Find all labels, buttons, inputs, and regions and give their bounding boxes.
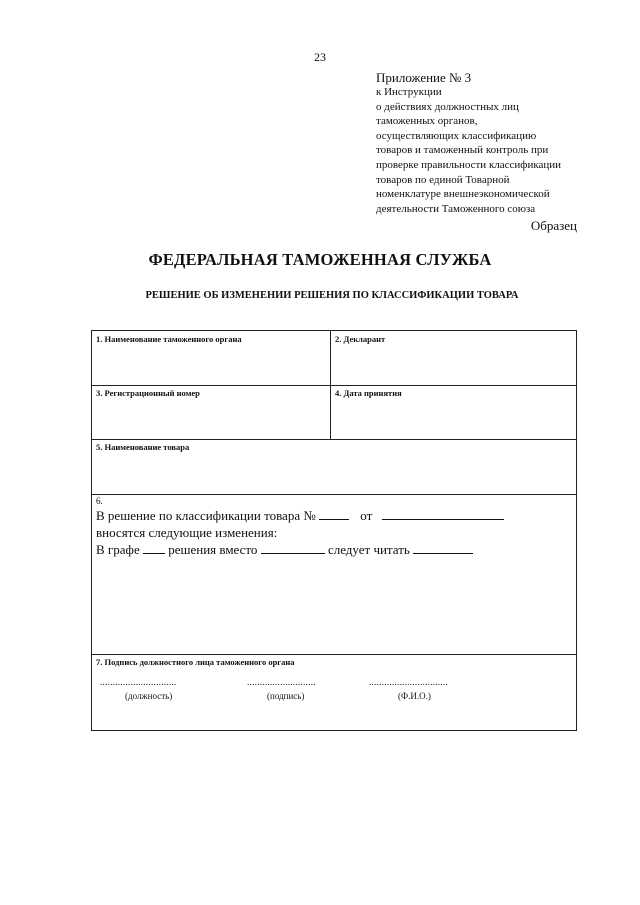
field-acceptance-date: 4. Дата принятия (335, 388, 402, 398)
form-column-divider (330, 331, 331, 439)
decision-number-text: В решение по классификации товара № (96, 508, 316, 523)
name-dots: ............................... (369, 677, 449, 687)
decision-title: РЕШЕНИЕ ОБ ИЗМЕНЕНИИ РЕШЕНИЯ ПО КЛАССИФИКАЦИИ ТОВАРА (145, 290, 519, 301)
field-6-line-3 (96, 542, 473, 558)
appendix-line: деятельности Таможенного союза (376, 202, 536, 215)
from-text: от (360, 508, 373, 523)
appendix-line: к Инструкции (376, 86, 442, 98)
appendix-line: товаров и таможенный контроль при (376, 144, 549, 157)
appendix-line: товаров по единой Товарной (376, 173, 510, 186)
position-dots: .............................. (100, 677, 177, 687)
field-goods-name: 5. Наименование товара (96, 442, 190, 452)
field-official-signature: 7. Подпись должностного лица таможенного органа (96, 657, 295, 667)
column-text: В графе (96, 542, 140, 557)
form-divider (92, 654, 576, 655)
form-divider (92, 439, 576, 440)
form-divider (92, 494, 576, 495)
appendix-header (376, 70, 601, 216)
page-number: 23 (314, 50, 326, 64)
position-caption: (должность) (125, 691, 173, 701)
appendix-line: о действиях должностных лиц (376, 100, 519, 113)
decision-date-blank (382, 509, 504, 520)
field-6-line-2: вносятся следующие изменения: (96, 525, 278, 540)
column-blank (143, 543, 165, 554)
appendix-line: проверке правильности классификации (376, 158, 562, 171)
instead-text: решения вместо (168, 542, 258, 557)
field-declarant: 2. Декларант (335, 334, 386, 344)
field-customs-authority: 1. Наименование таможенного органа (96, 334, 242, 344)
field-6-line-1 (96, 508, 504, 524)
appendix-line: осуществляющих классификацию (376, 129, 537, 142)
signature-dots: ........................... (247, 677, 316, 687)
decision-number-blank (319, 509, 349, 520)
should-read-text: следует читать (327, 542, 410, 557)
signature-caption: (подпись) (267, 691, 305, 701)
should-read-blank (413, 543, 473, 554)
field-registration-number: 3. Регистрационный номер (96, 388, 200, 398)
decision-form (91, 330, 577, 731)
appendix-line: таможенных органов, (376, 115, 478, 128)
field-6-number: 6. (96, 496, 103, 506)
appendix-title: Приложение № 3 (376, 70, 472, 85)
name-caption: (Ф.И.О.) (398, 691, 431, 701)
instead-blank (261, 543, 325, 554)
form-divider (92, 385, 576, 386)
agency-title: ФЕДЕРАЛЬНАЯ ТАМОЖЕННАЯ СЛУЖБА (148, 250, 492, 269)
appendix-line: номенклатуре внешнеэкономической (376, 188, 550, 201)
sample-label: Образец (530, 218, 577, 233)
